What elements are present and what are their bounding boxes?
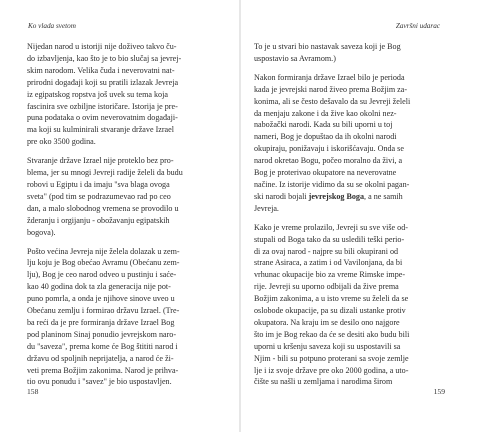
paragraph bbox=[254, 41, 438, 65]
text-line: ba reći da je pre formiranja države Izrael Bog bbox=[27, 317, 175, 327]
text-line: Jevreja. bbox=[254, 203, 279, 213]
text-fragment: , a ne samih bbox=[364, 191, 403, 201]
text-line: uspostavio sa Avramom.) bbox=[254, 53, 336, 63]
text-line: robovi u Egiptu i da imaju "sva blaga ovoga bbox=[27, 179, 170, 189]
text-line: ma koji su kulminirali stvaranje države Izrael bbox=[27, 125, 174, 135]
text-line: Bog je proterivao okupatore na neverovatne bbox=[254, 168, 397, 178]
paragraph bbox=[27, 155, 211, 238]
text-line: načine. Iz istorije vidimo da su se okolni pagan- bbox=[254, 179, 410, 189]
text-line: tio ovu ponudu i "savez" je bio uspostavljen. bbox=[27, 377, 172, 387]
text-line: Pošto većina Jevreja nije želela dolazak u zem- bbox=[27, 246, 180, 256]
text-line: bogova). bbox=[27, 227, 56, 237]
text-fragment: ski narodi bojali bbox=[254, 191, 307, 201]
text-line: nabožački narodi. Kada su bili uporni u toj bbox=[254, 120, 393, 130]
paragraph bbox=[27, 41, 211, 148]
text-line: prirodni događaji koji su pratili izlazak Jevreja bbox=[27, 77, 179, 87]
text-line: uporni u kršenju saveza koji su uspostavili sa bbox=[254, 341, 401, 351]
text-line: stupali od Boga tako da su usledili teški perio- bbox=[254, 234, 405, 244]
text-line: skim narodom. Velika čuda i neverovatni nat- bbox=[27, 65, 175, 75]
paragraph bbox=[27, 246, 211, 389]
text-line: pod planinom Sinaj ponudio jevrejskom naro- bbox=[27, 329, 177, 339]
text-line: du "saveza", prema kome će Bog štititi narod i bbox=[27, 341, 178, 351]
running-head-left: Ko vlada svetom bbox=[28, 22, 76, 30]
text-line: di za ovaj narod - najpre su bili okupirani od bbox=[254, 246, 399, 256]
text-line: fascinira sve ozbiljne istoričare. Istorija je pre- bbox=[27, 101, 178, 111]
left-page-body bbox=[27, 41, 211, 395]
text-line: puno pomrla, a onda je njihove sinove uveo u bbox=[27, 294, 175, 304]
text-line: konima, ali se često dešavalo da su Jevreji želeli bbox=[254, 96, 411, 106]
text-line: Kako je vreme prolazilo, Jevreji su sve više od- bbox=[254, 222, 408, 232]
text-line: strane Asiraca, a zatim i od Vavilonjana, da bi bbox=[254, 258, 403, 268]
text-line: lju), Bog je ceo narod odveo u pustinju i saće- bbox=[27, 270, 177, 280]
text-line: pre oko 3500 godina. bbox=[27, 137, 96, 147]
text-line: državu od spoljnih neprijatelja, a narod će ži- bbox=[27, 353, 174, 363]
text-line bbox=[254, 191, 438, 203]
text-line: kada je jevrejski narod živeo prema Božjim za- bbox=[254, 84, 408, 94]
text-line: oslobode okupacije, pa su dizali ustanke protiv bbox=[254, 306, 406, 316]
paragraph bbox=[254, 72, 438, 215]
page-number-left: 158 bbox=[27, 387, 39, 396]
text-line: iz egipatskog ropstva još uvek su tema koja bbox=[27, 89, 168, 99]
text-line: lje i iz svoje države pre oko 2000 godina, a uto- bbox=[254, 365, 409, 375]
right-page-body bbox=[254, 41, 438, 395]
text-line: da menjaju zakone i da žive kao okolni nez- bbox=[254, 108, 397, 118]
text-line: rije. Jevreji su uporno odbijali da žive prema bbox=[254, 282, 399, 292]
text-line: lju koju je Bog obećao Avramu (Obećanu zem- bbox=[27, 258, 180, 268]
text-line: kao 40 godina dok ta zla generacija nije pot- bbox=[27, 282, 171, 292]
text-line: To je u stvari bio nastavak saveza koji je Bog bbox=[254, 42, 401, 51]
text-line: veti prema Božjim zakonima. Narod je prihva- bbox=[27, 365, 179, 375]
text-line: okupiraju, ponižavaju i iskorišćavaju. Onda se bbox=[254, 144, 404, 154]
text-line: dan, a malo slobodnog vremena se provodilo u bbox=[27, 203, 179, 213]
text-line: Božjim zakonima, a u isto vreme su želeli da se bbox=[254, 294, 409, 304]
text-line: nameri, Bog je dopuštao da ih okolni narodi bbox=[254, 132, 397, 142]
text-line: Obećanu zemlju i formirao državu Izrael. (Tre- bbox=[27, 306, 180, 316]
text-line: Nijedan narod u istoriji nije doživeo takvo ču- bbox=[27, 42, 177, 51]
text-line: čište su našli u zemljama i narodima širom bbox=[254, 377, 393, 387]
text-line: Stvaranje države Izrael nije proteklo bez pro- bbox=[27, 156, 174, 166]
page-number-right: 159 bbox=[433, 387, 445, 396]
text-line: Njim - bili su potpuno proterani sa svoje zemlje bbox=[254, 353, 409, 363]
text-line: okupatora. Na kraju im se desilo ono najgore bbox=[254, 317, 400, 327]
emphasized-phrase: jevrejskog Boga bbox=[308, 191, 365, 201]
text-line: narod okretao Bogu, počeo moralno da živi, a bbox=[254, 156, 403, 166]
text-line: sveta" (pod tim se podrazumevao rad po ceo bbox=[27, 191, 171, 201]
text-line: što im je Bog rekao da će se desiti ako budu bili bbox=[254, 329, 410, 339]
text-line: žderanju i orgijanju - obožavanju egipatskih bbox=[27, 215, 170, 225]
text-line: blema, jer su mnogi Jevreji radije želeli da budu bbox=[27, 168, 183, 178]
text-line: do izbavljenja, kao što je to bio slučaj sa jevrej- bbox=[27, 53, 182, 63]
paragraph bbox=[254, 222, 438, 389]
text-line: vrhunac okupacije bio za vreme Rimske impe- bbox=[254, 270, 406, 280]
text-line: Nakon formiranja države Izrael bilo je perioda bbox=[254, 72, 405, 82]
running-head-right: Završni udarac bbox=[395, 22, 440, 30]
text-line: puna podataka o ovim neverovatnim događaji- bbox=[27, 113, 178, 123]
